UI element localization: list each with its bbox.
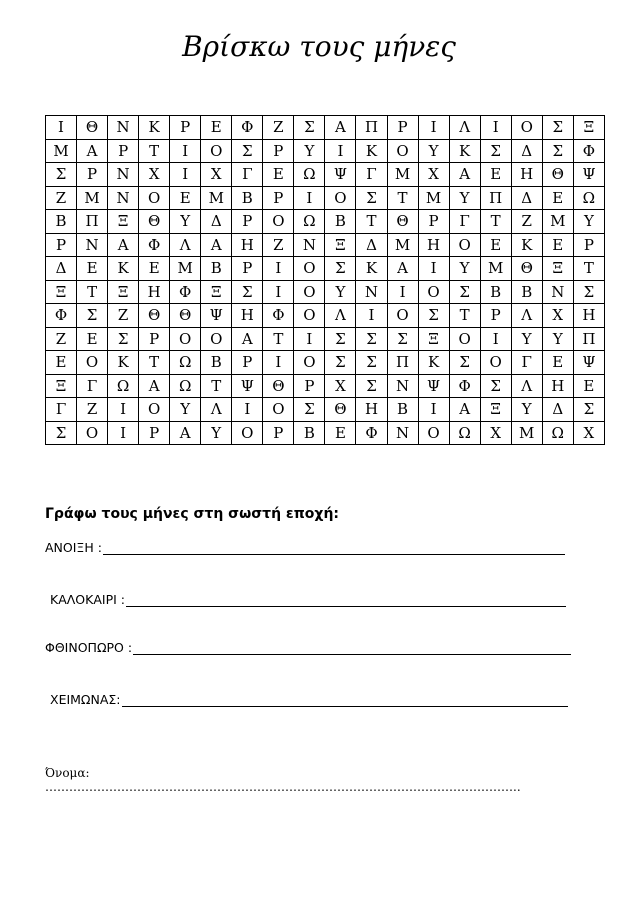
- grid-cell[interactable]: Α: [170, 421, 201, 445]
- grid-cell[interactable]: Π: [356, 116, 387, 140]
- grid-cell[interactable]: Ο: [263, 398, 294, 422]
- grid-cell[interactable]: Σ: [480, 139, 511, 163]
- grid-cell[interactable]: Ψ: [201, 304, 232, 328]
- grid-cell[interactable]: Ω: [170, 374, 201, 398]
- grid-cell[interactable]: Α: [449, 163, 480, 187]
- grid-cell[interactable]: Σ: [542, 116, 573, 140]
- grid-cell[interactable]: Ν: [356, 280, 387, 304]
- grid-cell[interactable]: Ι: [263, 280, 294, 304]
- grid-cell[interactable]: Ο: [139, 398, 170, 422]
- grid-cell[interactable]: Ο: [294, 351, 325, 375]
- grid-cell[interactable]: Ε: [542, 186, 573, 210]
- grid-cell[interactable]: Ε: [77, 257, 108, 281]
- grid-cell[interactable]: Σ: [46, 421, 77, 445]
- grid-cell[interactable]: Ι: [356, 304, 387, 328]
- grid-cell[interactable]: Σ: [449, 280, 480, 304]
- grid-cell[interactable]: Κ: [449, 139, 480, 163]
- grid-row: [46, 304, 605, 328]
- grid-cell[interactable]: Ε: [263, 163, 294, 187]
- grid-cell[interactable]: Σ: [387, 327, 418, 351]
- grid-row: [46, 233, 605, 257]
- grid-cell[interactable]: Α: [387, 257, 418, 281]
- spring-label: ΑΝΟΙΞΗ :: [45, 540, 102, 555]
- grid-cell[interactable]: Ο: [201, 327, 232, 351]
- grid-cell[interactable]: Κ: [356, 257, 387, 281]
- grid-cell[interactable]: Σ: [573, 280, 604, 304]
- grid-cell[interactable]: Τ: [480, 210, 511, 234]
- grid-cell[interactable]: Ι: [108, 421, 139, 445]
- grid-cell[interactable]: Τ: [139, 139, 170, 163]
- grid-cell[interactable]: Ε: [77, 327, 108, 351]
- grid-cell[interactable]: Κ: [139, 116, 170, 140]
- grid-cell[interactable]: Λ: [511, 374, 542, 398]
- grid-cell[interactable]: Ν: [108, 116, 139, 140]
- grid-cell[interactable]: Ι: [46, 116, 77, 140]
- grid-cell[interactable]: Ρ: [139, 421, 170, 445]
- grid-cell[interactable]: Λ: [201, 398, 232, 422]
- grid-cell[interactable]: Φ: [263, 304, 294, 328]
- grid-cell[interactable]: Ζ: [77, 398, 108, 422]
- grid-cell[interactable]: Φ: [139, 233, 170, 257]
- grid-cell[interactable]: Λ: [325, 304, 356, 328]
- grid-cell[interactable]: Ι: [418, 257, 449, 281]
- grid-cell[interactable]: Ε: [170, 186, 201, 210]
- grid-cell[interactable]: Α: [108, 233, 139, 257]
- grid-cell[interactable]: Κ: [108, 351, 139, 375]
- name-field-dots[interactable]: ………………………………………………………………………………………………………..: [45, 780, 521, 794]
- grid-cell[interactable]: Β: [325, 210, 356, 234]
- grid-cell[interactable]: Δ: [542, 398, 573, 422]
- grid-cell[interactable]: Υ: [170, 398, 201, 422]
- grid-cell[interactable]: Ο: [170, 327, 201, 351]
- grid-cell[interactable]: Δ: [46, 257, 77, 281]
- grid-cell[interactable]: Ξ: [418, 327, 449, 351]
- grid-cell[interactable]: Ε: [542, 233, 573, 257]
- grid-cell[interactable]: Μ: [542, 210, 573, 234]
- grid-cell[interactable]: Β: [387, 398, 418, 422]
- grid-cell[interactable]: Υ: [511, 327, 542, 351]
- grid-cell[interactable]: Ο: [201, 139, 232, 163]
- grid-cell[interactable]: Μ: [201, 186, 232, 210]
- grid-cell[interactable]: Θ: [139, 210, 170, 234]
- grid-cell[interactable]: Π: [573, 327, 604, 351]
- grid-cell[interactable]: Φ: [170, 280, 201, 304]
- grid-cell[interactable]: Θ: [511, 257, 542, 281]
- grid-cell[interactable]: Ξ: [542, 257, 573, 281]
- grid-cell[interactable]: Ρ: [387, 116, 418, 140]
- grid-cell[interactable]: Β: [511, 280, 542, 304]
- autumn-answer-row: [45, 640, 571, 655]
- grid-cell[interactable]: Ι: [263, 257, 294, 281]
- grid-cell[interactable]: Χ: [201, 163, 232, 187]
- grid-cell[interactable]: Τ: [139, 351, 170, 375]
- grid-cell[interactable]: Η: [232, 233, 263, 257]
- grid-cell[interactable]: Σ: [356, 351, 387, 375]
- grid-row: [46, 374, 605, 398]
- grid-cell[interactable]: Ι: [170, 139, 201, 163]
- summer-answer-line[interactable]: [126, 592, 566, 607]
- grid-cell[interactable]: Ν: [387, 374, 418, 398]
- grid-cell[interactable]: Ρ: [263, 421, 294, 445]
- grid-cell[interactable]: Ι: [387, 280, 418, 304]
- word-search-grid: [45, 115, 605, 445]
- grid-cell[interactable]: Κ: [418, 351, 449, 375]
- grid-cell[interactable]: Μ: [170, 257, 201, 281]
- grid-row: [46, 421, 605, 445]
- grid-cell[interactable]: Β: [294, 421, 325, 445]
- grid-cell[interactable]: Σ: [356, 374, 387, 398]
- grid-cell[interactable]: Ω: [294, 210, 325, 234]
- grid-cell[interactable]: Ε: [201, 116, 232, 140]
- grid-cell[interactable]: Ρ: [418, 210, 449, 234]
- grid-cell[interactable]: Β: [201, 257, 232, 281]
- grid-cell[interactable]: Ο: [263, 210, 294, 234]
- grid-cell[interactable]: Ο: [294, 304, 325, 328]
- winter-answer-line[interactable]: [122, 692, 568, 707]
- grid-cell[interactable]: Ρ: [480, 304, 511, 328]
- grid-cell[interactable]: Σ: [573, 398, 604, 422]
- grid-cell[interactable]: Π: [77, 210, 108, 234]
- grid-cell[interactable]: Ζ: [108, 304, 139, 328]
- grid-cell[interactable]: Σ: [77, 304, 108, 328]
- grid-cell[interactable]: Γ: [356, 163, 387, 187]
- grid-cell[interactable]: Ο: [418, 421, 449, 445]
- grid-cell[interactable]: Ζ: [511, 210, 542, 234]
- grid-cell[interactable]: Κ: [511, 233, 542, 257]
- grid-cell[interactable]: Δ: [511, 139, 542, 163]
- grid-cell[interactable]: Ο: [387, 139, 418, 163]
- grid-cell[interactable]: Η: [542, 374, 573, 398]
- name-label: Όνομα:: [45, 766, 90, 780]
- grid-cell[interactable]: Ο: [232, 421, 263, 445]
- grid-cell[interactable]: Τ: [356, 210, 387, 234]
- grid-cell[interactable]: Ξ: [46, 374, 77, 398]
- grid-cell[interactable]: Η: [232, 304, 263, 328]
- grid-cell[interactable]: Ξ: [573, 116, 604, 140]
- grid-cell[interactable]: Σ: [356, 327, 387, 351]
- grid-cell[interactable]: Ν: [387, 421, 418, 445]
- grid-cell[interactable]: Υ: [170, 210, 201, 234]
- grid-cell[interactable]: Υ: [573, 210, 604, 234]
- grid-cell[interactable]: Ψ: [232, 374, 263, 398]
- autumn-answer-line[interactable]: [133, 640, 571, 655]
- grid-cell[interactable]: Φ: [449, 374, 480, 398]
- grid-cell[interactable]: Ρ: [46, 233, 77, 257]
- grid-cell[interactable]: Α: [201, 233, 232, 257]
- grid-cell[interactable]: Ι: [418, 116, 449, 140]
- grid-cell[interactable]: Υ: [542, 327, 573, 351]
- grid-cell[interactable]: Π: [480, 186, 511, 210]
- grid-cell[interactable]: Τ: [387, 186, 418, 210]
- grid-cell[interactable]: Ο: [325, 186, 356, 210]
- grid-cell[interactable]: Ο: [480, 351, 511, 375]
- grid-cell[interactable]: Χ: [573, 421, 604, 445]
- grid-cell[interactable]: Η: [139, 280, 170, 304]
- grid-cell[interactable]: Β: [480, 280, 511, 304]
- grid-cell[interactable]: Σ: [46, 163, 77, 187]
- grid-cell[interactable]: Λ: [449, 116, 480, 140]
- grid-row: [46, 257, 605, 281]
- grid-cell[interactable]: Α: [449, 398, 480, 422]
- grid-cell[interactable]: Μ: [77, 186, 108, 210]
- grid-cell[interactable]: Φ: [232, 116, 263, 140]
- grid-cell[interactable]: Ε: [325, 421, 356, 445]
- grid-cell[interactable]: Ρ: [294, 374, 325, 398]
- grid-row: [46, 351, 605, 375]
- grid-cell[interactable]: Θ: [139, 304, 170, 328]
- grid-cell[interactable]: Ο: [387, 304, 418, 328]
- grid-row: [46, 210, 605, 234]
- grid-cell[interactable]: Ο: [449, 233, 480, 257]
- grid-cell[interactable]: Ρ: [263, 186, 294, 210]
- grid-cell[interactable]: Ι: [418, 398, 449, 422]
- grid-cell[interactable]: Σ: [542, 139, 573, 163]
- grid-cell[interactable]: Π: [387, 351, 418, 375]
- grid-cell[interactable]: Ι: [263, 351, 294, 375]
- grid-cell[interactable]: Θ: [263, 374, 294, 398]
- summer-answer-row: [50, 592, 566, 607]
- grid-cell[interactable]: Ι: [480, 327, 511, 351]
- grid-cell[interactable]: Μ: [387, 233, 418, 257]
- grid-cell[interactable]: Υ: [449, 186, 480, 210]
- grid-cell[interactable]: Ο: [294, 257, 325, 281]
- spring-answer-line[interactable]: [103, 540, 565, 555]
- grid-cell[interactable]: Η: [511, 163, 542, 187]
- grid-cell[interactable]: Τ: [77, 280, 108, 304]
- grid-row: [46, 163, 605, 187]
- summer-label: ΚΑΛΟΚΑΙΡΙ :: [50, 592, 125, 607]
- grid-cell[interactable]: Α: [325, 116, 356, 140]
- grid-cell[interactable]: Ν: [542, 280, 573, 304]
- grid-cell[interactable]: Β: [201, 351, 232, 375]
- grid-cell[interactable]: Ο: [139, 186, 170, 210]
- grid-cell[interactable]: Σ: [356, 186, 387, 210]
- grid-cell[interactable]: Χ: [325, 374, 356, 398]
- grid-cell[interactable]: Σ: [325, 327, 356, 351]
- grid-cell[interactable]: Ε: [573, 374, 604, 398]
- grid-cell[interactable]: Η: [418, 233, 449, 257]
- grid-cell[interactable]: Ι: [232, 398, 263, 422]
- winter-label: ΧΕΙΜΩΝΑΣ:: [50, 692, 121, 707]
- grid-cell[interactable]: Ξ: [325, 233, 356, 257]
- grid-cell[interactable]: Ω: [108, 374, 139, 398]
- grid-cell[interactable]: Ξ: [480, 398, 511, 422]
- grid-cell[interactable]: Ι: [108, 398, 139, 422]
- grid-cell[interactable]: Σ: [449, 351, 480, 375]
- grid-cell[interactable]: Υ: [449, 257, 480, 281]
- grid-cell[interactable]: Θ: [542, 163, 573, 187]
- grid-cell[interactable]: Γ: [232, 163, 263, 187]
- grid-cell[interactable]: Ξ: [201, 280, 232, 304]
- grid-cell[interactable]: Μ: [46, 139, 77, 163]
- grid-cell[interactable]: Ω: [542, 421, 573, 445]
- grid-cell[interactable]: Η: [573, 304, 604, 328]
- grid-cell[interactable]: Λ: [511, 304, 542, 328]
- grid-cell[interactable]: Ρ: [232, 351, 263, 375]
- grid-cell[interactable]: Γ: [77, 374, 108, 398]
- grid-cell[interactable]: Ο: [77, 421, 108, 445]
- grid-cell[interactable]: Ρ: [108, 139, 139, 163]
- grid-cell[interactable]: Θ: [77, 116, 108, 140]
- grid-cell[interactable]: Ε: [46, 351, 77, 375]
- grid-cell[interactable]: Ξ: [46, 280, 77, 304]
- grid-cell[interactable]: Κ: [108, 257, 139, 281]
- grid-cell[interactable]: Ψ: [325, 163, 356, 187]
- grid-cell[interactable]: Ο: [418, 280, 449, 304]
- winter-answer-row: [50, 692, 568, 707]
- grid-cell[interactable]: Σ: [108, 327, 139, 351]
- grid-row: [46, 139, 605, 163]
- grid-row: [46, 186, 605, 210]
- grid-cell[interactable]: Ζ: [263, 116, 294, 140]
- grid-cell[interactable]: Υ: [511, 398, 542, 422]
- grid-cell[interactable]: Υ: [201, 421, 232, 445]
- grid-cell[interactable]: Δ: [511, 186, 542, 210]
- grid-cell[interactable]: Μ: [387, 163, 418, 187]
- grid-cell[interactable]: Ι: [294, 327, 325, 351]
- grid-cell[interactable]: Σ: [418, 304, 449, 328]
- grid-cell[interactable]: Ν: [108, 163, 139, 187]
- grid-cell[interactable]: Β: [232, 186, 263, 210]
- grid-cell[interactable]: Ρ: [232, 257, 263, 281]
- grid-cell[interactable]: Ω: [294, 163, 325, 187]
- grid-cell[interactable]: Τ: [201, 374, 232, 398]
- grid-cell[interactable]: Σ: [480, 374, 511, 398]
- grid-cell[interactable]: Τ: [573, 257, 604, 281]
- grid-cell[interactable]: Ο: [77, 351, 108, 375]
- grid-cell[interactable]: Σ: [294, 398, 325, 422]
- grid-cell[interactable]: Υ: [418, 139, 449, 163]
- grid-cell[interactable]: Ζ: [263, 233, 294, 257]
- autumn-label: ΦΘΙΝΟΠΩΡΟ :: [45, 640, 133, 655]
- grid-cell[interactable]: Ψ: [418, 374, 449, 398]
- grid-cell[interactable]: Φ: [573, 139, 604, 163]
- grid-cell[interactable]: Ε: [542, 351, 573, 375]
- grid-cell[interactable]: Η: [356, 398, 387, 422]
- grid-cell[interactable]: Γ: [449, 210, 480, 234]
- grid-cell[interactable]: Σ: [232, 280, 263, 304]
- grid-cell[interactable]: Ρ: [263, 139, 294, 163]
- grid-cell[interactable]: Ω: [170, 351, 201, 375]
- grid-cell[interactable]: Ο: [511, 116, 542, 140]
- grid-cell[interactable]: Μ: [480, 257, 511, 281]
- instructions-heading: Γράφω τους μήνες στη σωστή εποχή:: [45, 506, 340, 522]
- grid-cell[interactable]: Σ: [325, 257, 356, 281]
- grid-cell[interactable]: Μ: [418, 186, 449, 210]
- grid-row: [46, 398, 605, 422]
- grid-cell[interactable]: Σ: [232, 139, 263, 163]
- grid-cell[interactable]: Ε: [139, 257, 170, 281]
- grid-cell[interactable]: Ρ: [573, 233, 604, 257]
- grid-cell[interactable]: Ρ: [232, 210, 263, 234]
- grid-cell[interactable]: Ι: [294, 186, 325, 210]
- grid-cell[interactable]: Ν: [294, 233, 325, 257]
- grid-cell[interactable]: Ι: [480, 116, 511, 140]
- grid-cell[interactable]: Ν: [77, 233, 108, 257]
- grid-cell[interactable]: Γ: [511, 351, 542, 375]
- grid-cell[interactable]: Σ: [325, 351, 356, 375]
- grid-cell[interactable]: Γ: [46, 398, 77, 422]
- grid-row: [46, 280, 605, 304]
- grid-cell[interactable]: Χ: [139, 163, 170, 187]
- grid-cell[interactable]: Ο: [449, 327, 480, 351]
- grid-cell[interactable]: Ι: [170, 163, 201, 187]
- grid-cell[interactable]: Μ: [511, 421, 542, 445]
- grid-cell[interactable]: Ψ: [573, 163, 604, 187]
- grid-cell[interactable]: Ω: [573, 186, 604, 210]
- grid-cell[interactable]: Ζ: [46, 327, 77, 351]
- grid-cell[interactable]: Ο: [294, 280, 325, 304]
- grid-cell[interactable]: Ψ: [573, 351, 604, 375]
- grid-cell[interactable]: Β: [46, 210, 77, 234]
- grid-cell[interactable]: Ε: [480, 163, 511, 187]
- grid-cell[interactable]: Χ: [480, 421, 511, 445]
- grid-cell[interactable]: Χ: [418, 163, 449, 187]
- grid-cell[interactable]: Σ: [294, 116, 325, 140]
- grid-cell[interactable]: Υ: [325, 280, 356, 304]
- grid-cell[interactable]: Ι: [325, 139, 356, 163]
- grid-cell[interactable]: Χ: [542, 304, 573, 328]
- grid-cell[interactable]: Ξ: [108, 210, 139, 234]
- grid-cell[interactable]: Τ: [449, 304, 480, 328]
- grid-cell[interactable]: Ρ: [77, 163, 108, 187]
- spring-answer-row: [45, 540, 565, 555]
- grid-cell[interactable]: Δ: [356, 233, 387, 257]
- grid-cell[interactable]: Ρ: [139, 327, 170, 351]
- grid-cell[interactable]: Ζ: [46, 186, 77, 210]
- grid-cell[interactable]: Λ: [170, 233, 201, 257]
- grid-cell[interactable]: Δ: [201, 210, 232, 234]
- grid-cell[interactable]: Α: [77, 139, 108, 163]
- grid-cell[interactable]: Α: [232, 327, 263, 351]
- grid-cell[interactable]: Ω: [449, 421, 480, 445]
- grid-row: [46, 116, 605, 140]
- grid-cell[interactable]: Ξ: [108, 280, 139, 304]
- grid-row: [46, 327, 605, 351]
- grid-cell[interactable]: Φ: [356, 421, 387, 445]
- grid-cell[interactable]: Θ: [387, 210, 418, 234]
- grid-cell[interactable]: Θ: [325, 398, 356, 422]
- grid-cell[interactable]: Ν: [108, 186, 139, 210]
- grid-cell[interactable]: Υ: [294, 139, 325, 163]
- grid-cell[interactable]: Κ: [356, 139, 387, 163]
- page-title: Βρίσκω τους μήνες: [182, 30, 456, 63]
- grid-cell[interactable]: Τ: [263, 327, 294, 351]
- grid-cell[interactable]: Ρ: [170, 116, 201, 140]
- grid-cell[interactable]: Φ: [46, 304, 77, 328]
- grid-cell[interactable]: Ε: [480, 233, 511, 257]
- grid-cell[interactable]: Α: [139, 374, 170, 398]
- grid-cell[interactable]: Θ: [170, 304, 201, 328]
